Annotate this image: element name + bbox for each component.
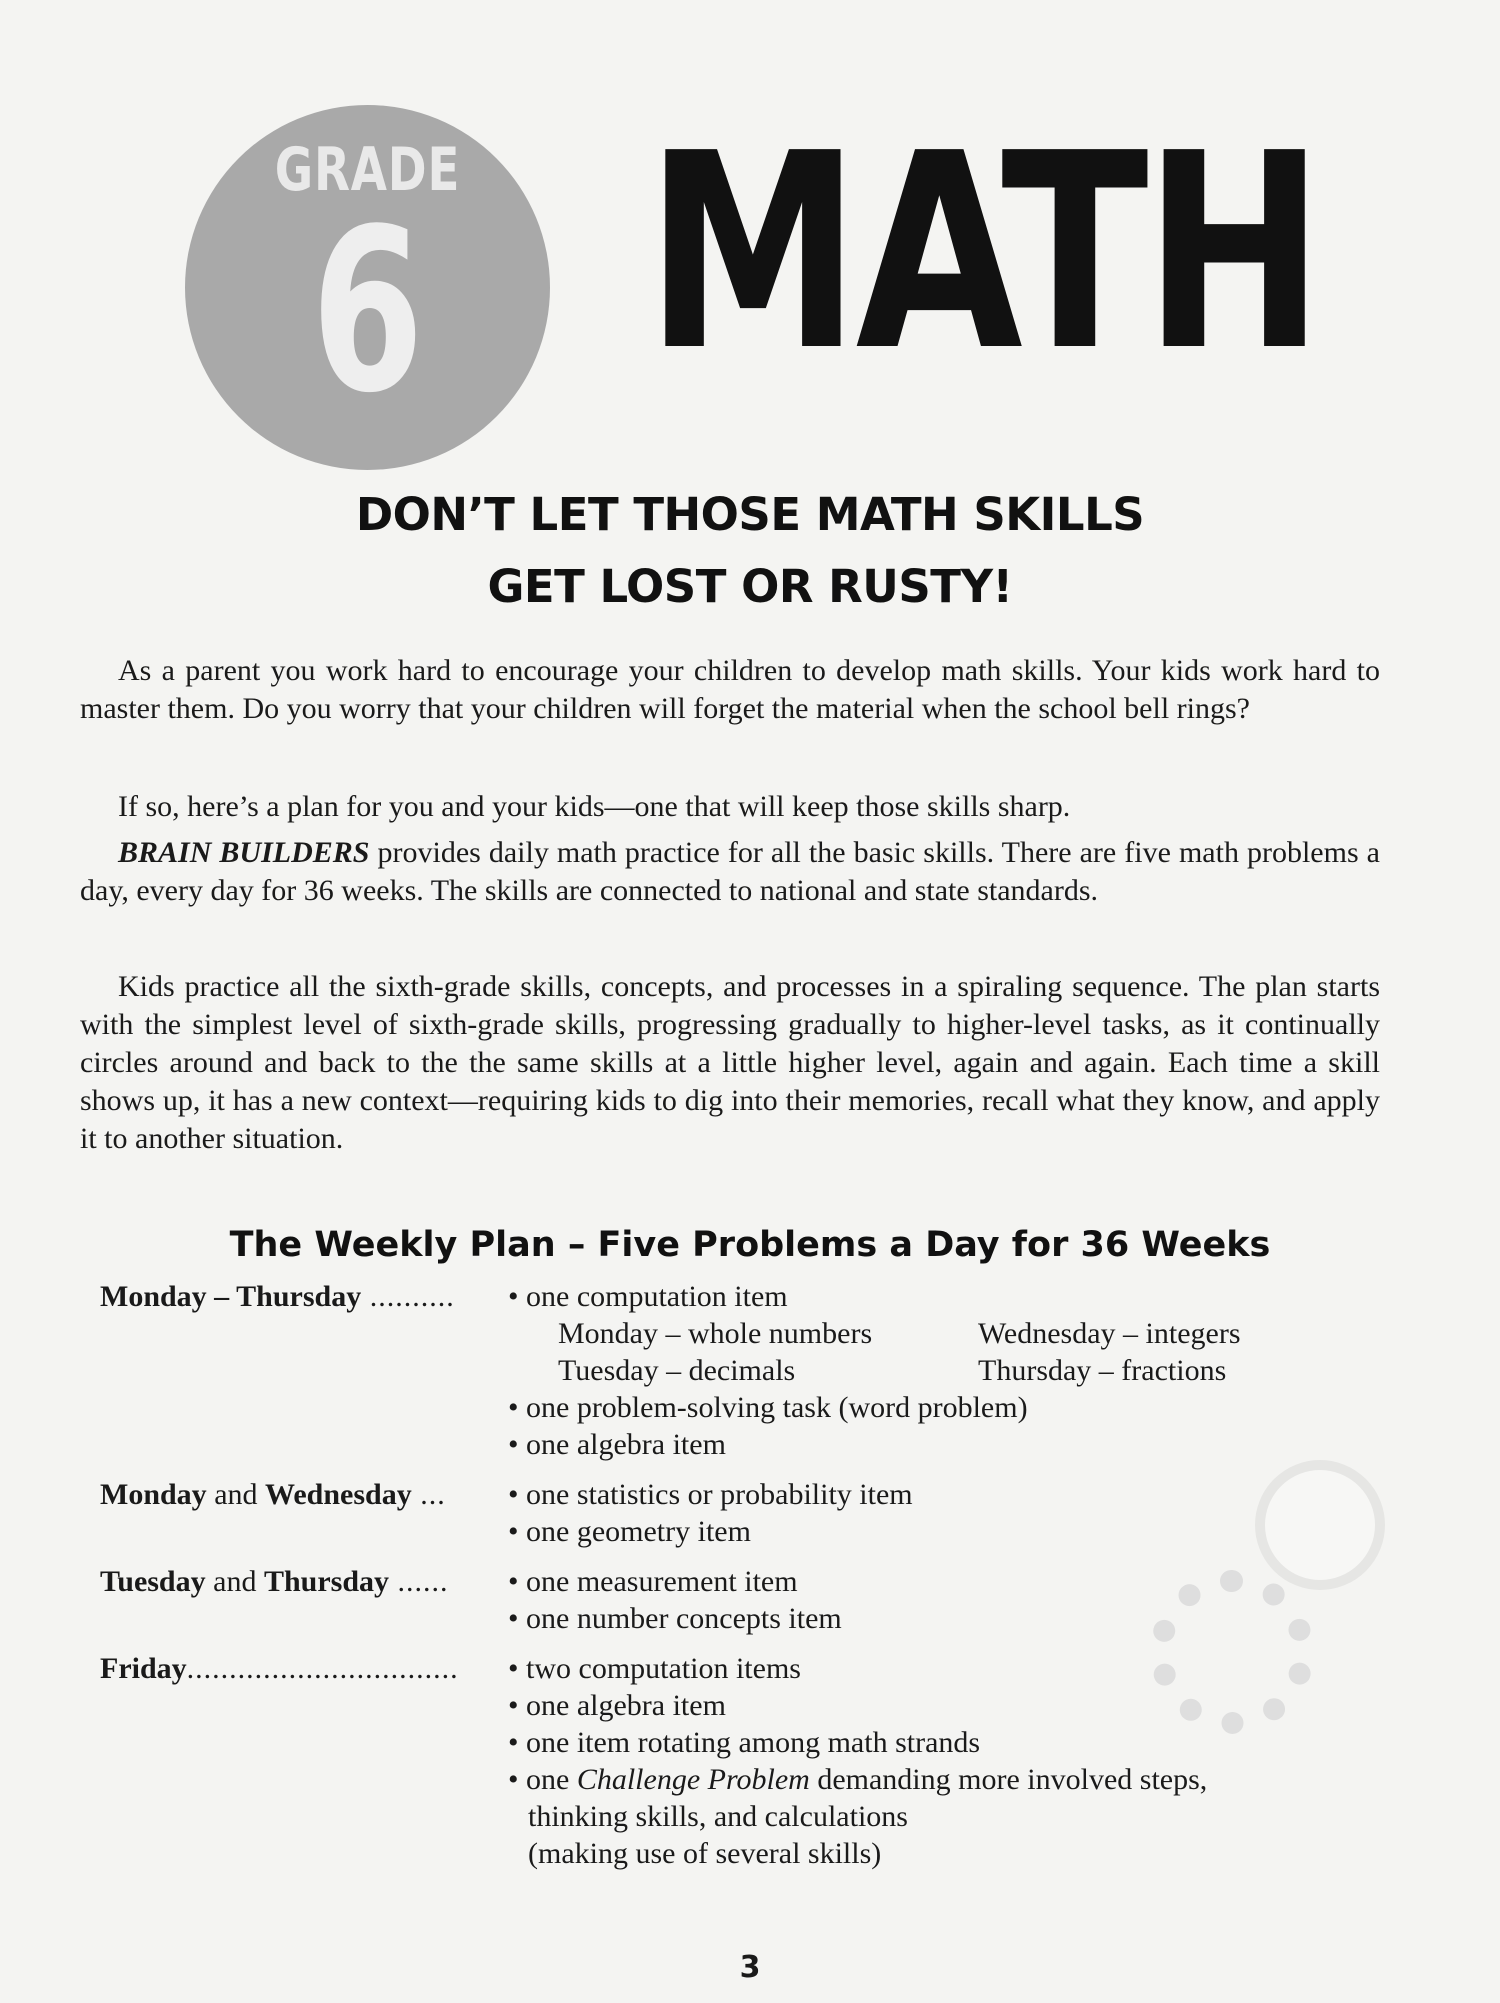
- plan-subitem: Tuesday – decimals: [558, 1354, 796, 1387]
- paragraph-4: [80, 968, 1380, 1158]
- leader-dots: ..........: [361, 1280, 455, 1313]
- headline-line-2: GET LOST OR RUSTY!: [487, 560, 1013, 613]
- plan-item: • one statistics or probability item: [508, 1478, 913, 1511]
- gear-icon: [1150, 1570, 1314, 1734]
- plan-item-challenge: [508, 1763, 1207, 1797]
- plan-item: • one measurement item: [508, 1565, 798, 1598]
- plan-label-and: and: [205, 1565, 264, 1598]
- grade-word: GRADE: [274, 135, 461, 205]
- plan-label-tue-thu: [100, 1565, 515, 1599]
- grade-number: 6: [311, 181, 424, 443]
- plan-label-day: Monday: [100, 1478, 207, 1511]
- plan-subitem: Thursday – fractions: [978, 1354, 1227, 1387]
- page-number: 3: [739, 1950, 761, 1985]
- plan-item-continuation: thinking skills, and calculations: [528, 1800, 908, 1833]
- plan-item: • one number concepts item: [508, 1602, 842, 1635]
- paragraph-2: [80, 788, 1380, 826]
- plan-label-and: and: [206, 1478, 266, 1511]
- plan-label-text: Friday: [100, 1652, 187, 1685]
- plan-item: • one computation item: [508, 1280, 788, 1313]
- plan-item: • two computation items: [508, 1652, 801, 1685]
- challenge-prefix: • one: [508, 1763, 577, 1796]
- paragraph-1-text: As a parent you work hard to encourage your children to develop math skills. Your kids work hard to master them. Do you worry that your children will forget the material when the school bell rings?: [80, 654, 1380, 725]
- leader-dots: ...: [411, 1478, 446, 1511]
- brand-name: BRAIN BUILDERS: [118, 836, 370, 869]
- paragraph-2-text: If so, here’s a plan for you and your kids—one that will keep those skills sharp.: [118, 790, 1071, 823]
- plan-subitem: Monday – whole numbers: [558, 1317, 873, 1350]
- plan-label-day: Tuesday: [100, 1565, 206, 1598]
- plan-item: • one problem-solving task (word problem): [508, 1391, 1028, 1424]
- plan-title: The Weekly Plan – Five Problems a Day for 36 Weeks: [229, 1225, 1271, 1265]
- gear-icon: [1255, 1460, 1385, 1590]
- page-title: MATH: [645, 95, 1320, 410]
- paragraph-4-text: Kids practice all the sixth-grade skills, concepts, and processes in a spiraling sequence. The plan starts with the simplest level of sixth-grade skills, progressing gradually to higher-level tasks, as it continually circles around and back to the the same skills at a little higher level, again and again. Each time a skill shows up, it has a new context—requiring kids to dig into their memories, recall what they know, and apply it to another situation.: [80, 970, 1380, 1155]
- challenge-rest: demanding more involved steps,: [809, 1763, 1208, 1796]
- grade-badge: [185, 105, 550, 470]
- plan-label-day: Thursday: [263, 1565, 390, 1598]
- paragraph-3-text: provides daily math practice for all the basic skills. There are five math problems a day, every day for 36 weeks. The skills are connected to national and state standards.: [80, 836, 1380, 907]
- challenge-problem-term: Challenge Problem: [576, 1763, 810, 1796]
- paragraph-3: [80, 834, 1380, 910]
- title-background: [580, 95, 1320, 410]
- leader-dots: ......: [389, 1565, 449, 1598]
- plan-item: • one item rotating among math strands: [508, 1726, 981, 1759]
- headline-line-1: DON’T LET THOSE MATH SKILLS: [355, 488, 1145, 541]
- plan-item-continuation: (making use of several skills): [528, 1837, 882, 1870]
- paragraph-1: [80, 652, 1380, 728]
- leader-dots: ................................: [186, 1652, 459, 1685]
- plan-item: • one geometry item: [508, 1515, 751, 1548]
- plan-label-day: Wednesday: [265, 1478, 412, 1511]
- plan-label-text: Monday – Thursday: [100, 1280, 362, 1313]
- plan-item: • one algebra item: [508, 1428, 726, 1461]
- plan-item: • one algebra item: [508, 1689, 726, 1722]
- plan-label-mon-wed: [100, 1478, 515, 1512]
- plan-subitem: Wednesday – integers: [978, 1317, 1241, 1350]
- plan-label-fri: [100, 1652, 515, 1686]
- plan-label-mon-thu: [100, 1280, 515, 1314]
